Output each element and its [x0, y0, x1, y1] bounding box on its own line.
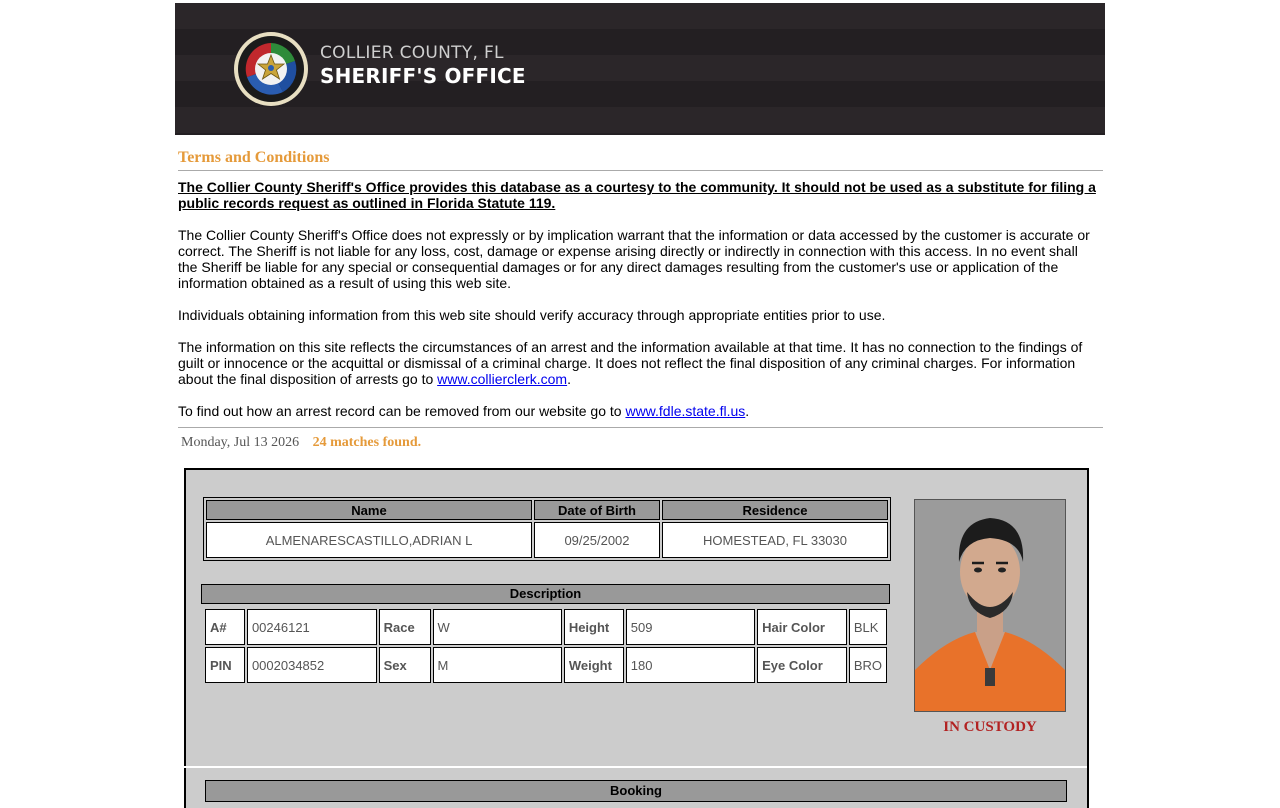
results-date: Monday, Jul 13 2026: [181, 435, 300, 450]
terms-paragraph-4-text: To find out how an arrest record can be removed from our website go to: [178, 403, 626, 419]
weight-label: Weight: [564, 647, 624, 683]
residence-header: Residence: [662, 500, 888, 520]
pin-value: 0002034852: [247, 647, 377, 683]
collierclerk-link[interactable]: www.collierclerk.com: [437, 371, 568, 387]
custody-status: IN CUSTODY: [943, 719, 1037, 735]
agency-office-text: SHERIFF'S OFFICE: [320, 64, 526, 88]
booking-card: [184, 768, 1089, 808]
terms-paragraph-4-end: .: [745, 403, 750, 419]
a-number-value: 00246121: [247, 609, 377, 645]
weight-value: 180: [626, 647, 755, 683]
fdle-link[interactable]: www.fdle.state.fl.us: [625, 403, 746, 419]
inmate-dob: 09/25/2002: [534, 522, 660, 558]
arrest-record-card: [184, 468, 1089, 768]
sex-label: Sex: [379, 647, 431, 683]
terms-paragraph-4: [178, 403, 1100, 419]
race-label: Race: [379, 609, 431, 645]
inmate-name: ALMENARESCASTILLO,ADRIAN L: [206, 522, 532, 558]
agency-county-text: COLLIER COUNTY, FL: [320, 43, 504, 63]
hair-color-value: BLK: [849, 609, 887, 645]
a-number-label: A#: [205, 609, 245, 645]
height-label: Height: [564, 609, 624, 645]
sex-value: M: [433, 647, 562, 683]
site-header: [175, 3, 1105, 135]
results-count: 24 matches found.: [312, 435, 422, 450]
description-table: [203, 607, 889, 685]
terms-lead: The Collier County Sheriff's Office provides this database as a courtesy to the community. It should not be used as a substitute for filing a public records request as outlined in Florida Statute 119.: [178, 179, 1096, 211]
divider: [178, 427, 1103, 428]
terms-paragraph-3-text: The information on this site reflects the circumstances of an arrest and the information available at that time. It has no connection to the findings of guilt or innocence or the acquittal or dismissal of a criminal charge. It does not reflect the final disposition of any criminal charges. For information about the final disposition of arrests go to: [178, 339, 1083, 387]
inmate-residence: HOMESTEAD, FL 33030: [662, 522, 888, 558]
terms-paragraph-1: The Collier County Sheriff's Office does not expressly or by implication warrant that the information or data accessed by the customer is accurate or correct. The Sheriff is not liable for any loss, cost, damage or expense arising directly or indirectly in connection with this access. In no event shall the Sheriff be liable for any special or consequential damages or for any direct damages resulting from the customer's use or application of the information obtained as a result of using this web site.: [178, 227, 1090, 291]
height-value: 509: [626, 609, 755, 645]
agency-name: [320, 43, 526, 88]
mugshot-image: [915, 500, 1065, 711]
terms-title: Terms and Conditions: [178, 149, 330, 166]
page-wrapper: [175, 3, 1105, 450]
booking-photo[interactable]: [914, 499, 1066, 712]
divider: [178, 170, 1103, 171]
terms-paragraph-3-end: .: [567, 371, 571, 387]
terms-paragraph-2: Individuals obtaining information from this web site should verify accuracy through appropriate entities prior to use.: [178, 307, 886, 323]
eye-color-label: Eye Color: [757, 647, 847, 683]
identity-table: [203, 497, 891, 561]
name-header: Name: [206, 500, 532, 520]
booking-header: Booking: [205, 780, 1067, 802]
terms-paragraph-3: [178, 339, 1100, 387]
hair-color-label: Hair Color: [757, 609, 847, 645]
results-bar: [181, 435, 421, 451]
eye-color-value: BRO: [849, 647, 887, 683]
dob-header: Date of Birth: [534, 500, 660, 520]
description-header: Description: [201, 584, 890, 604]
race-value: W: [433, 609, 562, 645]
pin-label: PIN: [205, 647, 245, 683]
sheriff-seal-logo: [233, 31, 309, 107]
